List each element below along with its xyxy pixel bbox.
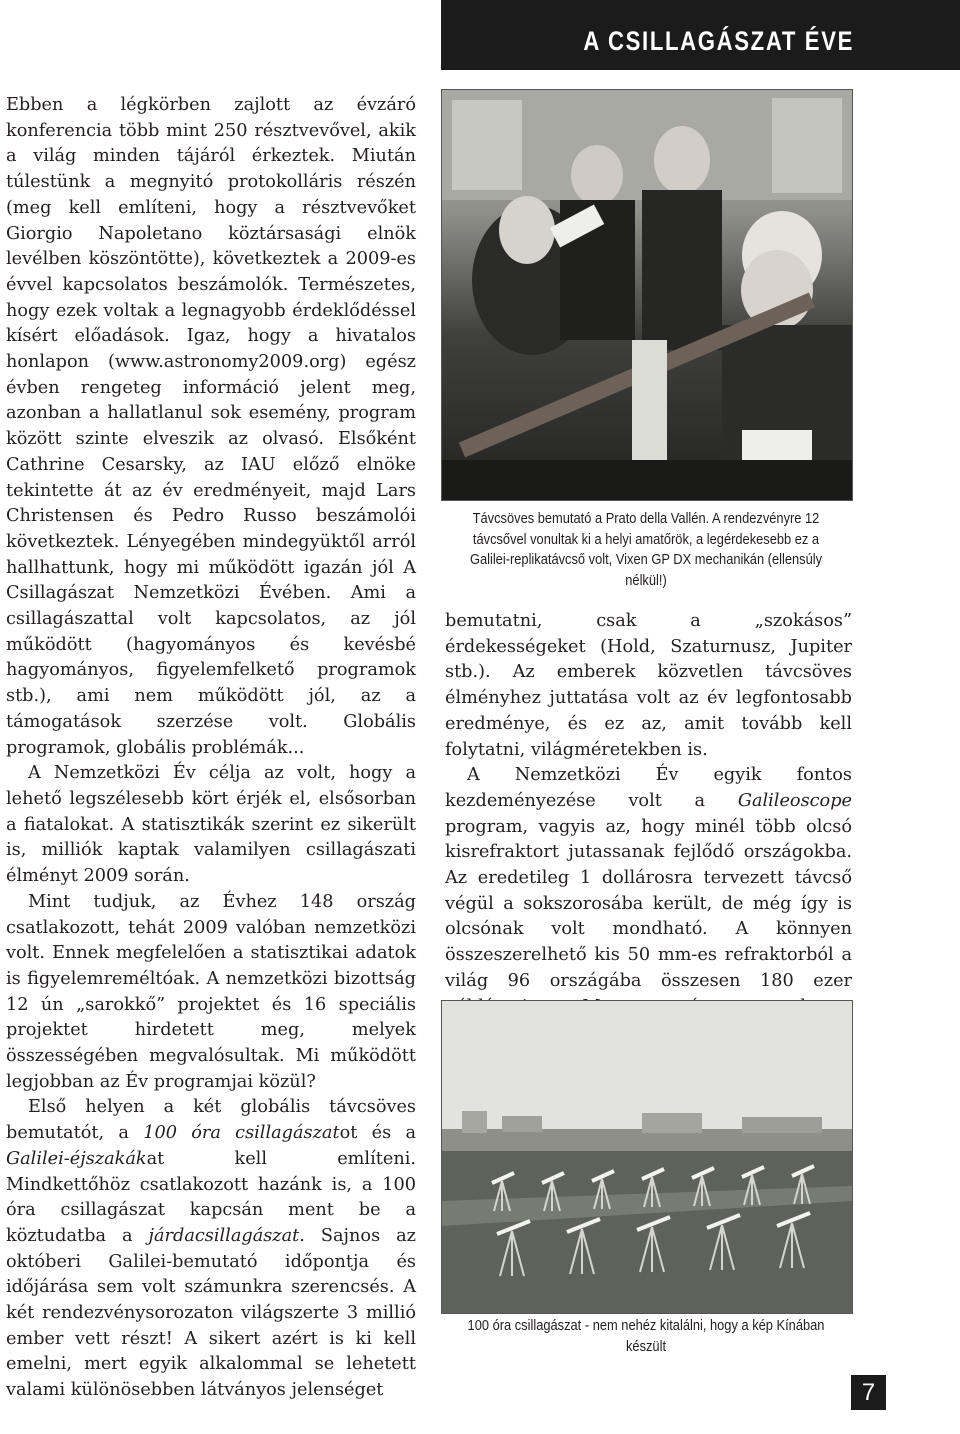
text-run: program, vagyis az, hogy minél több olcsó kisrefraktort jutassanak fejlődő országokba. Az eredetileg 1 dollárosra tervezett távcső végül a sokszorosába került, de még így is olcsónak volt mondható. A könnyen összeszerelhető kis 50 mm-es refraktorból a világ 96 országába összesen 180 ezer: [445, 816, 852, 991]
text-run: A Nemzetközi Év egyik fontos kezdeményezése volt a: [445, 765, 852, 811]
section-title: A CSILLAGÁSZAT ÉVE: [583, 26, 854, 56]
figure-caption: Távcsöves bemutató a Prato della Vallén. A rendezvényre 12 távcsővel vonultak ki a helyi amatőrök, a legérdekesebb ez a Galilei-replikatávcső volt, Vixen GP DX mechanikán (ellensúly nélkül!): [469, 511, 823, 589]
page-number: 7: [851, 1375, 886, 1410]
paragraph: A Nemzetközi Év célja az volt, hogy a lehető legszélesebb kört érjék el, elsősorban a fiatalokat. A statisztikák szerint ez sikerült is, milliók kaptak valamilyen csillagászati élményt 2009 során.: [6, 763, 416, 887]
telescope-demo-photo: [441, 89, 853, 501]
italic-term: járdacsillagászat: [148, 1225, 300, 1246]
italic-term: 100 óra csillagászat: [143, 1123, 340, 1144]
paragraph: bemutatni, csak a „szokásos” érdekességeket (Hold, Szaturnusz, Jupiter stb.). Az emberek közvetlen távcsöves élményhez juttatása volt az év legfontosabb eredménye, és ez az, amit tovább kell folytatni, világméretekben is.: [445, 611, 852, 760]
italic-term: Galileoscope: [737, 790, 852, 811]
figure-caption: 100 óra csillagászat - nem nehéz kitalálni, hogy a kép Kínában készült: [467, 1318, 825, 1355]
text-run: ot és a: [339, 1123, 416, 1144]
italic-term: Galilei-éjszakák: [6, 1148, 147, 1169]
left-text-column: [6, 93, 416, 1404]
telescopes-field-illustration: [442, 1001, 852, 1313]
paragraph: Mint tudjuk, az Évhez 148 ország csatlakozott, tehát 2009 valóban nemzetközi volt. Ennek megfelelően a statisztikai adatok is figyelemreméltóak. A nemzetközi bizottság 12 ún „sarokkő” projektet és 16 speciális projektet hirdetett meg, melyek összességében megvalósultak. Mi működött legjobban az Év programjai közül?: [6, 891, 416, 1092]
right-text-column: [445, 609, 852, 1046]
text-run: Első helyen a két globális távcsöves bemutatót, a: [6, 1097, 416, 1144]
telescopes-field-photo: [441, 1000, 853, 1314]
text-run: . Sajnos az októberi Galilei-bemutató időpontja és időjárása sem volt számunkra szerencsés. A két rendezvénysorozaton világszerte 3 millió ember vett részt! A sikert azért is ki kell emelni, mert egyik alkalommal se lehetett valami különösebben látványos jelenséget: [6, 1225, 416, 1401]
paragraph: [6, 1095, 416, 1403]
paragraph: Ebben a légkörben zajlott az évzáró konferencia több mint 250 résztvevővel, akik a világ minden tájáról érkeztek. Miután túlestünk a megnyitó protokolláris részén (meg kell említeni, hogy a résztvevőket Giorgio Napoletano köztársasági elnök levélben köszöntötte), következtek a 2009-es évvel kapcsolatos beszámolók. Természetes, hogy ezek voltak a legnagyobb érdeklődéssel kísért előadások. Igaz, hogy a hivatalos honlapon (www.astronomy2009.org) egész évben rengeteg információ jelent meg, azonban a hallatlanul sok esemény, program között szinte elveszik az olvasó. Elsőként Cathrine Cesarsky, az IAU előző elnöke tekintette át az év eredményeit, majd Lars Christensen és Pedro Russo beszámolói következtek. Lényegében mindegyüktől arról hallhattunk, hogy mi működött igazán jól A Csillagászat Nemzetközi Évében. Ami a csillagászattal volt kapcsolatos, az jól működött (hagyományos és kevésbé hagyományos, figyelemfelkető programok stb.), ami nem működött jól, az a támogatások szerzése volt. Globális programok, globális problémák...: [6, 95, 416, 758]
telescope-demo-illustration: [442, 90, 852, 500]
section-header-bar: [441, 0, 960, 70]
text-run: at kell említeni. Mindkettőhöz csatlakozott hazánk is, a 100 óra csillagászat kapcsán ment be a köztudatba a: [6, 1148, 416, 1246]
